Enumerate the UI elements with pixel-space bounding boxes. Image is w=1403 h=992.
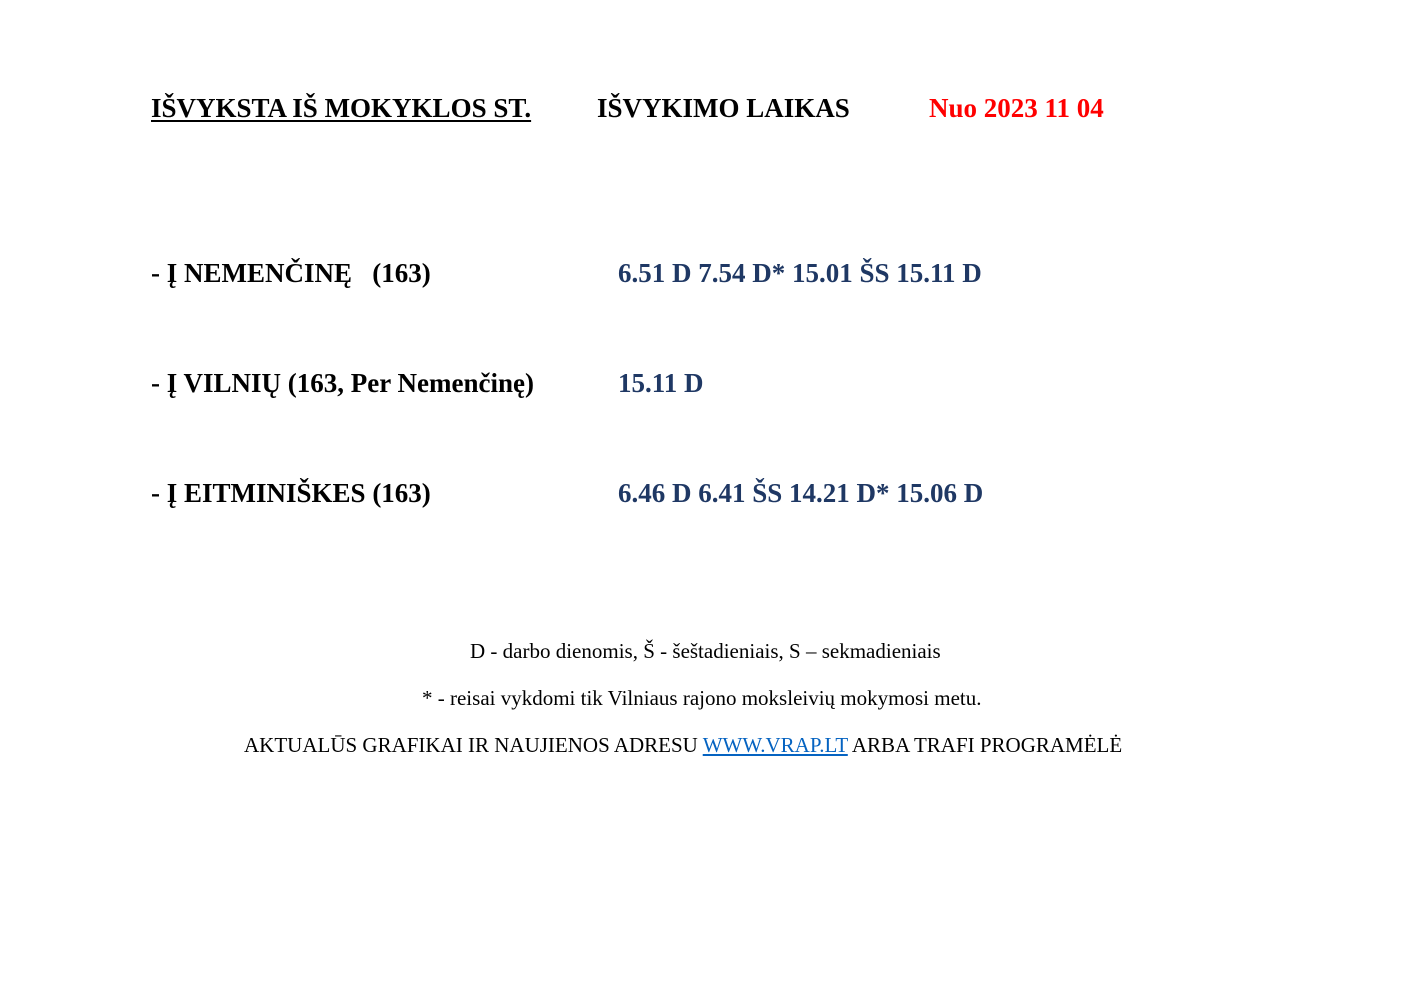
route-destination: - Į NEMENČINĘ (163) xyxy=(151,258,431,288)
departure-time-label: IŠVYKIMO LAIKAS xyxy=(597,93,850,123)
asterisk-note: * - reisai vykdomi tik Vilniaus rajono moksleivių mokymosi metu. xyxy=(422,686,982,710)
route-times: 6.46 D 6.41 ŠS 14.21 D* 15.06 D xyxy=(618,478,984,508)
vrap-website-link[interactable]: WWW.VRAP.LT xyxy=(702,733,848,757)
route-times: 6.51 D 7.54 D* 15.01 ŠS 15.11 D xyxy=(618,258,982,288)
day-legend-note: D - darbo dienomis, Š - šeštadieniais, S – sekmadieniais xyxy=(470,639,941,663)
info-suffix: ARBA TRAFI PROGRAMĖLĖ xyxy=(847,733,1123,757)
route-destination: - Į VILNIŲ (163, Per Nemenčinę) xyxy=(151,368,534,398)
route-row-nemencine xyxy=(151,255,982,291)
timetable-header xyxy=(151,90,1104,126)
info-prefix: AKTUALŪS GRAFIKAI IR NAUJIENOS ADRESU xyxy=(244,733,703,757)
route-row-vilnius xyxy=(151,365,704,401)
route-destination: - Į EITMINIŠKES (163) xyxy=(151,478,431,508)
effective-date: Nuo 2023 11 04 xyxy=(929,93,1104,123)
route-times: 15.11 D xyxy=(618,368,704,398)
route-row-eitminiskes xyxy=(151,475,984,511)
info-note xyxy=(244,732,1122,758)
departure-station-title: IŠVYKSTA IŠ MOKYKLOS ST. xyxy=(151,93,532,123)
